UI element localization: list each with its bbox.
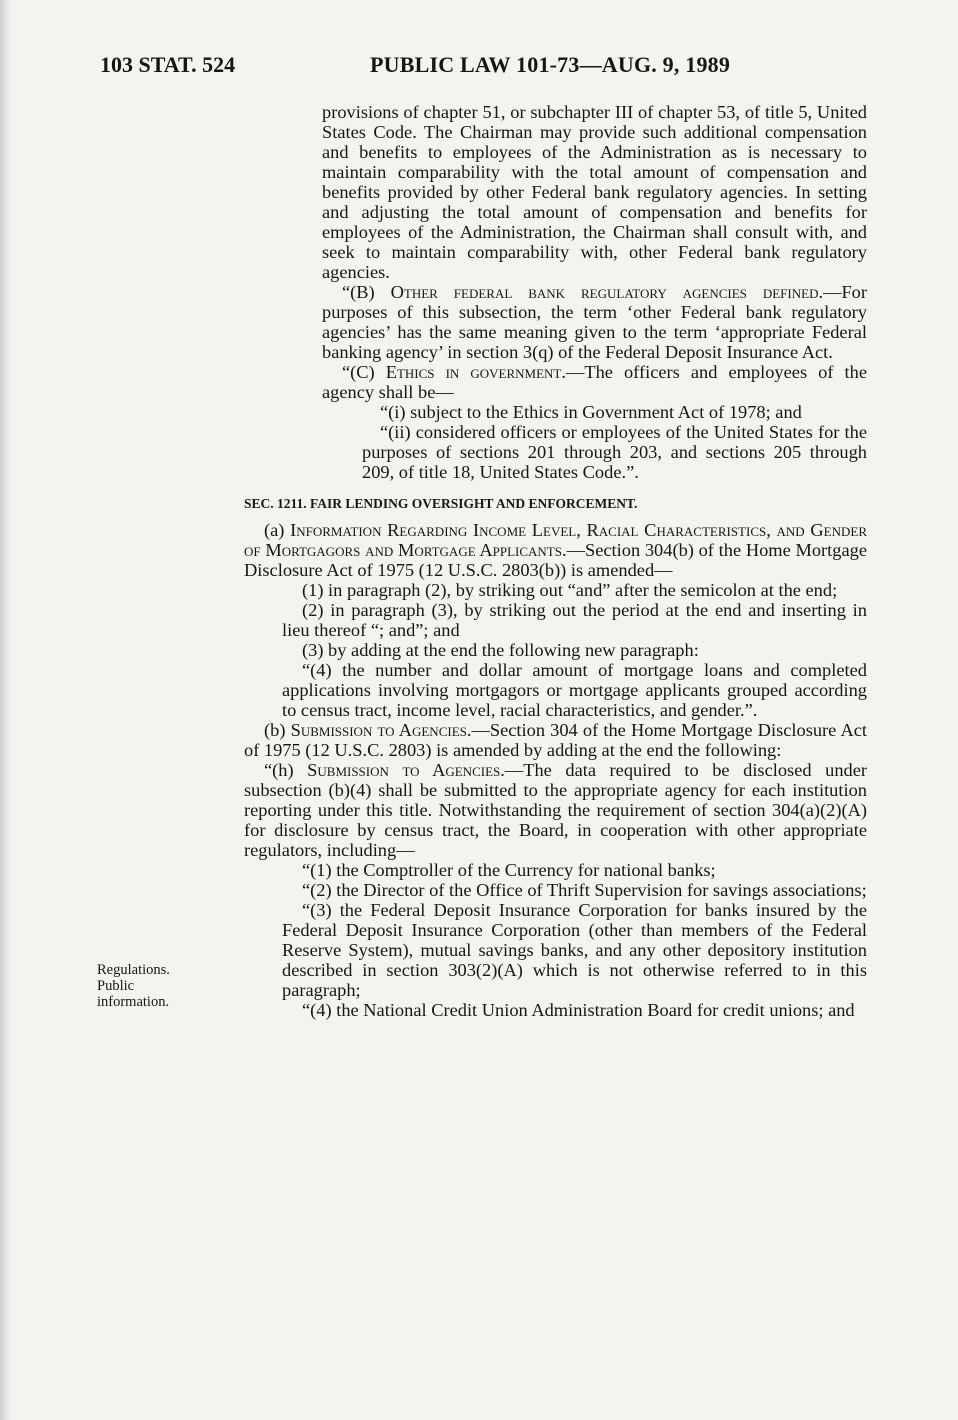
regulator-2: “(2) the Director of the Office of Thrift Supervision for savings associations;	[302, 880, 867, 900]
paragraph-label: “(h)	[264, 760, 308, 780]
regulator-1: “(1) the Comptroller of the Currency for national banks;	[302, 860, 716, 880]
paragraph-heading: Submission to Agencies	[307, 760, 501, 780]
paragraph-text: .—The officers and employees of the agency shall be—	[322, 362, 867, 402]
margin-note	[97, 962, 207, 1010]
paragraph-c-ethics	[244, 362, 867, 402]
paragraph-label: “(B)	[342, 282, 391, 302]
subsection-b	[244, 720, 867, 760]
paragraph-b-other-agencies	[244, 282, 867, 362]
paragraph-heading: Other federal bank regulatory agencies defined	[390, 282, 819, 302]
paragraph-label: (a)	[264, 520, 291, 540]
paragraph-label: “(C)	[342, 362, 386, 382]
subsection-a	[244, 520, 867, 580]
clause-ii: “(ii) considered officers or employees of the United States for the purposes of sections 201 through 203, and sections 205 through 209, of title 18, United States Code.”.	[362, 422, 867, 482]
paragraph-heading: Ethics in government	[385, 362, 562, 382]
amendment-3: (3) by adding at the end the following new paragraph:	[302, 640, 699, 660]
paragraph-label: (b)	[264, 720, 291, 740]
public-law-citation: PUBLIC LAW 101-73—AUG. 9, 1989	[370, 52, 731, 77]
page-edge-shadow	[0, 0, 10, 1420]
body-text	[244, 102, 867, 1020]
regulator-4: “(4) the National Credit Union Administration Board for credit unions; and	[302, 1000, 855, 1020]
paragraph-text: .—Section 304 of the Home Mortgage Disclosure Act of 1975 (12 U.S.C. 2803) is amended by adding at the end the following:	[244, 720, 868, 760]
amendment-1: (1) in paragraph (2), by striking out “and” after the semicolon at the end;	[302, 580, 838, 600]
stat-page-number: 103 STAT. 524	[100, 52, 236, 77]
paragraph-text: .—Section 304(b) of the Home Mortgage Disclosure Act of 1975 (12 U.S.C. 2803(b)) is amended—	[244, 540, 867, 580]
clause-i: “(i) subject to the Ethics in Government Act of 1978; and	[380, 402, 802, 422]
paragraph-heading: Submission to Agencies	[290, 720, 467, 740]
paragraph-text: .—The data required to be disclosed under subsection (b)(4) shall be submitted to the appropriate agency for each institution reporting under this title. Notwithstanding the requirement of section 304(a)(2)(A) for disclosure by census tract, the Board, in cooperation with other appropriate regulators, including—	[244, 760, 867, 860]
paragraph-heading: Information Regarding Income Level, Racial Characteristics, and Gender of Mortgagors and Mortgage Applicants	[244, 520, 867, 560]
regulator-3: “(3) the Federal Deposit Insurance Corporation for banks insured by the Federal Deposit Insurance Corporation (other than members of the Federal Reserve System), mutual savings banks, and any other depository institution described in section 303(2)(A) which is not otherwise referred to in this paragraph;	[282, 900, 867, 1000]
new-paragraph-4: “(4) the number and dollar amount of mortgage loans and completed applications involving mortgagors or mortgage applicants grouped according to census tract, income level, racial characteristics, and gender.”.	[282, 660, 867, 720]
subsection-h	[244, 760, 867, 860]
page-header	[0, 52, 958, 84]
paragraph-text: .—For purposes of this subsection, the term ‘other Federal bank regulatory agencies’ has the same meaning given to the term ‘appropriate Federal banking agency’ in section 3(q) of the Federal Deposit Insurance Act.	[322, 282, 868, 362]
section-heading: SEC. 1211. FAIR LENDING OVERSIGHT AND ENFORCEMENT.	[244, 496, 638, 511]
amendment-2: (2) in paragraph (3), by striking out the period at the end and inserting in lieu thereof “; and”; and	[282, 600, 867, 640]
margin-note-line: Regulations.	[97, 962, 170, 978]
paragraph-compensation: provisions of chapter 51, or subchapter III of chapter 53, of title 5, United States Code. The Chairman may provide such additional compensation and benefits to employees of the Administration as is necessary to maintain comparability with the total amount of compensation and benefits provided by other Federal bank regulatory agencies. In setting and adjusting the total amount of compensation and benefits for employees of the Administration, the Chairman shall consult with, and seek to maintain comparability with, other Federal bank regulatory agencies.	[322, 102, 867, 282]
margin-note-line: Public	[97, 978, 135, 994]
margin-note-line: information.	[97, 994, 170, 1010]
